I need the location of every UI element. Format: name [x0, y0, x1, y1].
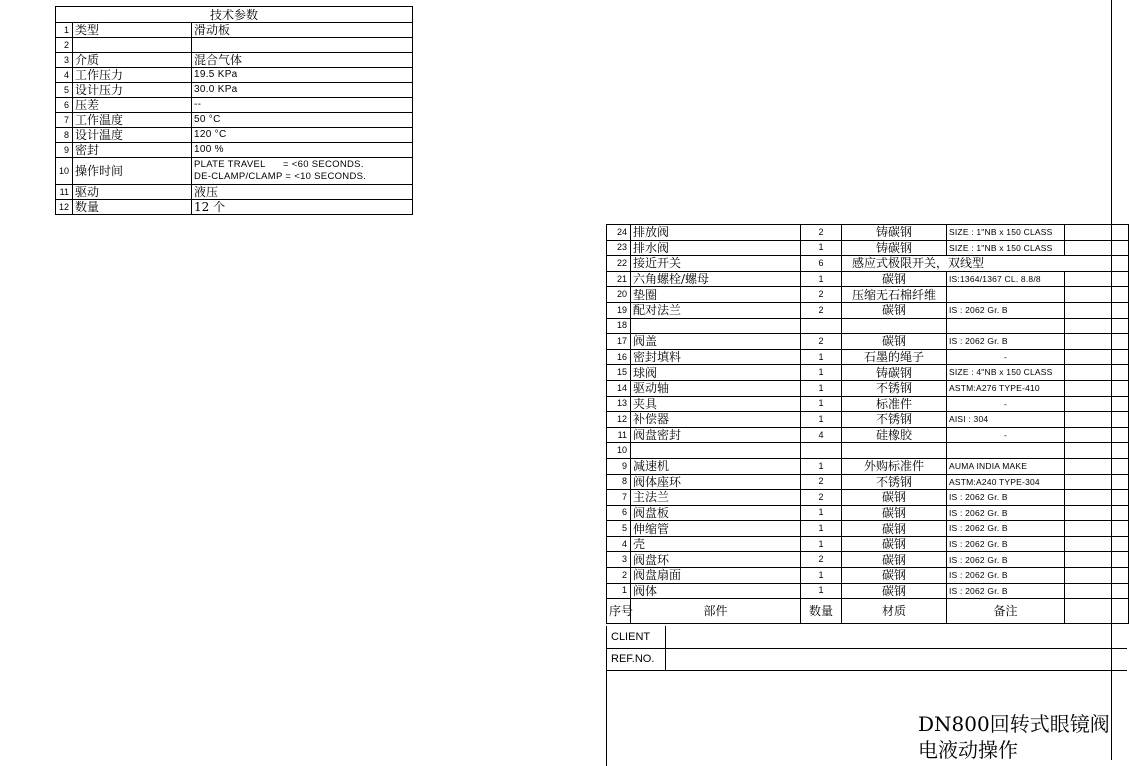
bom-part-name: 阀盘密封	[631, 427, 801, 443]
bom-material: 不锈钢	[842, 380, 947, 396]
bom-extra-cell	[1065, 474, 1129, 490]
bom-quantity: 1	[801, 396, 842, 412]
bom-quantity: 1	[801, 412, 842, 428]
bom-quantity	[801, 318, 842, 334]
bom-remark: SIZE : 1"NB x 150 CLASS	[947, 240, 1065, 256]
bom-quantity: 4	[801, 427, 842, 443]
bom-table	[606, 224, 1129, 624]
bom-quantity: 1	[801, 271, 842, 287]
bom-extra-cell	[1065, 521, 1129, 537]
ref-row	[607, 648, 1127, 671]
bom-material: 碳钢	[842, 536, 947, 552]
bom-quantity: 1	[801, 349, 842, 365]
bom-row	[607, 552, 1129, 568]
bom-quantity: 1	[801, 380, 842, 396]
bom-remark	[947, 443, 1065, 459]
bom-header-qty: 数量	[801, 599, 842, 624]
bom-quantity: 2	[801, 552, 842, 568]
bom-remark: ASTM:A240 TYPE-304	[947, 474, 1065, 490]
bom-extra-cell	[1065, 287, 1129, 303]
bom-quantity: 1	[801, 458, 842, 474]
bom-item-number: 6	[607, 505, 631, 521]
bom-extra-cell	[1065, 365, 1129, 381]
bom-material: 标准件	[842, 396, 947, 412]
bom-extra-cell	[1065, 380, 1129, 396]
bom-material: 碳钢	[842, 583, 947, 599]
tech-param-value: 液压	[192, 185, 413, 200]
bom-material: 碳钢	[842, 334, 947, 350]
bom-quantity: 1	[801, 568, 842, 584]
bom-extra-cell	[1065, 443, 1129, 459]
bom-material: 压缩无石棉纤维	[842, 287, 947, 303]
bom-part-name: 阀盘板	[631, 505, 801, 521]
bom-row	[607, 240, 1129, 256]
bom-item-number: 5	[607, 521, 631, 537]
drawing-title-line1: DN800回转式眼镜阀	[918, 712, 1110, 736]
bom-part-name: 密封填料	[631, 349, 801, 365]
bom-item-number: 11	[607, 427, 631, 443]
bom-header-row	[607, 599, 1129, 624]
bom-quantity: 2	[801, 225, 842, 241]
bom-extra-cell	[1065, 583, 1129, 599]
bom-extra-cell	[1065, 271, 1129, 287]
bom-part-name	[631, 318, 801, 334]
bom-remark: IS:1364/1367 CL. 8.8/8	[947, 271, 1065, 287]
tech-param-name: 压差	[73, 98, 192, 113]
bom-row	[607, 334, 1129, 350]
bom-extra-cell	[1065, 427, 1129, 443]
bom-item-number: 20	[607, 287, 631, 303]
bom-remark: IS : 2062 Gr. B	[947, 521, 1065, 537]
bom-part-name: 接近开关	[631, 256, 801, 272]
bom-row	[607, 365, 1129, 381]
bom-quantity: 2	[801, 474, 842, 490]
bom-part-name: 六角螺栓/螺母	[631, 271, 801, 287]
bom-extra-cell	[1065, 349, 1129, 365]
bom-remark: IS : 2062 Gr. B	[947, 490, 1065, 506]
bom-remark: -	[947, 396, 1065, 412]
bom-item-number: 8	[607, 474, 631, 490]
bom-material	[842, 318, 947, 334]
bom-row	[607, 225, 1129, 241]
bom-header-remark: 备注	[947, 599, 1065, 624]
tech-param-row	[56, 98, 413, 113]
bom-remark: IS : 2062 Gr. B	[947, 552, 1065, 568]
tech-param-number: 5	[56, 83, 73, 98]
bom-item-number: 2	[607, 568, 631, 584]
bom-row	[607, 521, 1129, 537]
tech-param-value: 滑动板	[192, 23, 413, 38]
bom-quantity: 2	[801, 302, 842, 318]
bom-extra-cell	[1065, 225, 1129, 241]
bom-part-name: 阀体	[631, 583, 801, 599]
tech-param-name: 操作时间	[73, 158, 192, 185]
bom-row	[607, 412, 1129, 428]
bom-row	[607, 256, 1129, 272]
tech-param-row	[56, 38, 413, 53]
bom-remark	[947, 287, 1065, 303]
bom-part-name: 配对法兰	[631, 302, 801, 318]
bom-row	[607, 287, 1129, 303]
bom-material: 外购标准件	[842, 458, 947, 474]
tech-param-number: 8	[56, 128, 73, 143]
bom-remark: SIZE : 1"NB x 150 CLASS	[947, 225, 1065, 241]
bom-part-name: 驱动轴	[631, 380, 801, 396]
bom-header-material: 材质	[842, 599, 947, 624]
tech-param-value: 50 °C	[192, 113, 413, 128]
tech-param-number: 6	[56, 98, 73, 113]
bom-part-name: 壳	[631, 536, 801, 552]
tech-param-value: 12 个	[192, 200, 413, 215]
bom-row	[607, 396, 1129, 412]
bom-remark	[947, 318, 1065, 334]
bom-part-name: 球阀	[631, 365, 801, 381]
bom-material: 不锈钢	[842, 412, 947, 428]
tech-param-name: 数量	[73, 200, 192, 215]
bom-part-name: 垫圈	[631, 287, 801, 303]
tech-param-value	[192, 38, 413, 53]
tech-param-row	[56, 200, 413, 215]
tech-param-name: 设计压力	[73, 83, 192, 98]
bom-extra-cell	[1065, 318, 1129, 334]
bom-item-number: 23	[607, 240, 631, 256]
bom-material: 铸碳钢	[842, 225, 947, 241]
bom-item-number: 22	[607, 256, 631, 272]
bom-part-name: 伸缩管	[631, 521, 801, 537]
bom-quantity: 1	[801, 365, 842, 381]
bom-extra-cell	[1065, 302, 1129, 318]
bom-row	[607, 349, 1129, 365]
bom-material	[842, 443, 947, 459]
tech-param-row	[56, 158, 413, 185]
tech-param-value: 混合气体	[192, 53, 413, 68]
bom-item-number: 21	[607, 271, 631, 287]
ref-no-label: REF.NO.	[607, 648, 666, 670]
bom-item-number: 15	[607, 365, 631, 381]
bom-item-number: 24	[607, 225, 631, 241]
tech-param-name: 密封	[73, 143, 192, 158]
bom-row	[607, 583, 1129, 599]
bom-material: 碳钢	[842, 271, 947, 287]
bom-remark: IS : 2062 Gr. B	[947, 536, 1065, 552]
bom-remark: AISI : 304	[947, 412, 1065, 428]
bom-material: 感应式极限开关，双线型	[842, 256, 1129, 272]
bom-material: 碳钢	[842, 490, 947, 506]
tech-param-row	[56, 143, 413, 158]
bom-part-name	[631, 443, 801, 459]
bom-header-extra	[1065, 599, 1129, 624]
bom-extra-cell	[1065, 334, 1129, 350]
bom-extra-cell	[1065, 240, 1129, 256]
bom-row	[607, 302, 1129, 318]
bom-material: 石墨的绳子	[842, 349, 947, 365]
bom-row	[607, 318, 1129, 334]
bom-row	[607, 505, 1129, 521]
bom-quantity: 2	[801, 287, 842, 303]
tech-param-number: 12	[56, 200, 73, 215]
tech-param-name: 驱动	[73, 185, 192, 200]
tech-param-row	[56, 83, 413, 98]
bom-quantity: 2	[801, 334, 842, 350]
bom-row	[607, 490, 1129, 506]
bom-quantity: 1	[801, 536, 842, 552]
bom-part-name: 排水阀	[631, 240, 801, 256]
bom-item-number: 9	[607, 458, 631, 474]
bom-row	[607, 536, 1129, 552]
bom-item-number: 18	[607, 318, 631, 334]
bom-remark: IS : 2062 Gr. B	[947, 334, 1065, 350]
tech-param-number: 7	[56, 113, 73, 128]
bom-row	[607, 568, 1129, 584]
bom-remark: -	[947, 349, 1065, 365]
bom-material: 铸碳钢	[842, 240, 947, 256]
bom-material: 碳钢	[842, 552, 947, 568]
bom-header-part: 部件	[631, 599, 801, 624]
tech-param-number: 2	[56, 38, 73, 53]
bom-extra-cell	[1065, 396, 1129, 412]
tech-param-value: 30.0 KPa	[192, 83, 413, 98]
bom-part-name: 阀体座环	[631, 474, 801, 490]
tech-param-number: 4	[56, 68, 73, 83]
bom-item-number: 1	[607, 583, 631, 599]
bom-material: 碳钢	[842, 505, 947, 521]
tech-param-value: 120 °C	[192, 128, 413, 143]
bom-part-name: 阀盘环	[631, 552, 801, 568]
tech-param-value: 100 %	[192, 143, 413, 158]
tech-param-value: PLATE TRAVEL = <60 SECONDS. DE-CLAMP/CLAMP = <10 SECONDS.	[192, 158, 413, 185]
bom-remark: SIZE : 4"NB x 150 CLASS	[947, 365, 1065, 381]
client-label: CLIENT	[607, 626, 666, 648]
bom-extra-cell	[1065, 412, 1129, 428]
drawing-title-line2: 电液动操作	[918, 738, 1018, 762]
bom-extra-cell	[1065, 505, 1129, 521]
bom-material: 硅橡胶	[842, 427, 947, 443]
bom-part-name: 夹具	[631, 396, 801, 412]
bom-extra-cell	[1065, 568, 1129, 584]
bom-material: 碳钢	[842, 302, 947, 318]
tech-param-name: 介质	[73, 53, 192, 68]
tech-param-row	[56, 128, 413, 143]
bom-item-number: 10	[607, 443, 631, 459]
tech-param-name: 类型	[73, 23, 192, 38]
tech-param-row	[56, 185, 413, 200]
bom-remark: IS : 2062 Gr. B	[947, 583, 1065, 599]
bom-header-number: 序号	[607, 599, 631, 624]
bom-remark: IS : 2062 Gr. B	[947, 505, 1065, 521]
bom-material: 碳钢	[842, 568, 947, 584]
tech-param-value: --	[192, 98, 413, 113]
bom-extra-cell	[1065, 552, 1129, 568]
tech-params-table	[55, 6, 413, 215]
bom-extra-cell	[1065, 490, 1129, 506]
bom-item-number: 12	[607, 412, 631, 428]
bom-quantity: 1	[801, 583, 842, 599]
bom-row	[607, 474, 1129, 490]
bom-material: 铸碳钢	[842, 365, 947, 381]
tech-param-number: 10	[56, 158, 73, 185]
bom-quantity: 1	[801, 240, 842, 256]
tech-param-number: 1	[56, 23, 73, 38]
client-row	[607, 626, 1127, 649]
sheet-border-right	[1111, 0, 1112, 760]
bom-remark: AUMA INDIA MAKE	[947, 458, 1065, 474]
bom-quantity	[801, 443, 842, 459]
bom-part-name: 补偿器	[631, 412, 801, 428]
tech-params-title: 技术参数	[56, 7, 413, 23]
bom-item-number: 7	[607, 490, 631, 506]
bom-part-name: 排放阀	[631, 225, 801, 241]
tech-param-row	[56, 113, 413, 128]
bom-item-number: 4	[607, 536, 631, 552]
bom-remark: IS : 2062 Gr. B	[947, 302, 1065, 318]
tech-param-name: 工作温度	[73, 113, 192, 128]
bom-item-number: 14	[607, 380, 631, 396]
bom-item-number: 17	[607, 334, 631, 350]
bom-part-name: 减速机	[631, 458, 801, 474]
tech-param-name: 工作压力	[73, 68, 192, 83]
tech-param-name	[73, 38, 192, 53]
bom-row	[607, 427, 1129, 443]
bom-row	[607, 380, 1129, 396]
title-block	[606, 626, 1127, 766]
tech-param-row	[56, 53, 413, 68]
bom-part-name: 阀盘扇面	[631, 568, 801, 584]
bom-item-number: 19	[607, 302, 631, 318]
tech-param-number: 3	[56, 53, 73, 68]
bom-quantity: 1	[801, 505, 842, 521]
tech-param-name: 设计温度	[73, 128, 192, 143]
bom-row	[607, 458, 1129, 474]
tech-param-number: 9	[56, 143, 73, 158]
bom-quantity: 6	[801, 256, 842, 272]
bom-remark: -	[947, 427, 1065, 443]
bom-row	[607, 271, 1129, 287]
bom-item-number: 3	[607, 552, 631, 568]
bom-material: 碳钢	[842, 521, 947, 537]
bom-remark: ASTM:A276 TYPE-410	[947, 380, 1065, 396]
bom-item-number: 16	[607, 349, 631, 365]
bom-remark: IS : 2062 Gr. B	[947, 568, 1065, 584]
bom-extra-cell	[1065, 536, 1129, 552]
bom-quantity: 1	[801, 521, 842, 537]
bom-quantity: 2	[801, 490, 842, 506]
tech-param-value: 19.5 KPa	[192, 68, 413, 83]
bom-row	[607, 443, 1129, 459]
tech-param-number: 11	[56, 185, 73, 200]
bom-item-number: 13	[607, 396, 631, 412]
bom-extra-cell	[1065, 458, 1129, 474]
bom-part-name: 阀盖	[631, 334, 801, 350]
bom-material: 不锈钢	[842, 474, 947, 490]
tech-param-row	[56, 23, 413, 38]
tech-param-row	[56, 68, 413, 83]
bom-part-name: 主法兰	[631, 490, 801, 506]
